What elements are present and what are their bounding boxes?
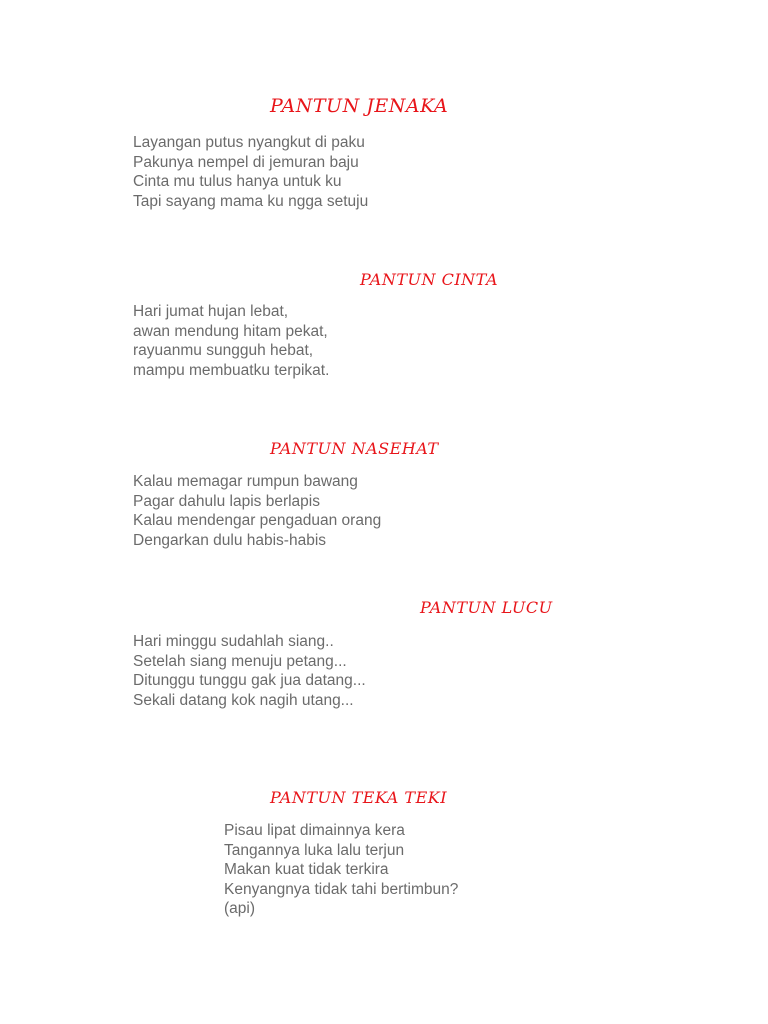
stanza-line: Tangannya luka lalu terjun <box>224 841 405 859</box>
stanza-line: Tapi sayang mama ku ngga setuju <box>133 192 369 210</box>
stanza-line: Kalau memagar rumpun bawang <box>133 473 358 490</box>
stanza-line: Makan kuat tidak terkira <box>224 861 389 878</box>
section-title-lucu: PANTUN LUCU <box>420 598 553 617</box>
section-title-jenaka: PANTUN JENAKA <box>270 95 449 117</box>
stanza-line: Setelah siang menuju petang... <box>133 652 347 670</box>
stanza-line: Ditunggu tunggu gak jua datang... <box>133 672 366 689</box>
stanza-line: rayuanmu sungguh hebat, <box>133 342 314 359</box>
stanza-line: Pagar dahulu lapis berlapis <box>133 492 320 510</box>
stanza-line: (api) <box>224 900 256 917</box>
stanza-line: Dengarkan dulu habis-habis <box>133 531 327 549</box>
stanza-teka-teki <box>224 821 458 919</box>
stanza-nasehat <box>133 472 381 550</box>
section-title-teka-teki: PANTUN TEKA TEKI <box>270 788 448 807</box>
stanza-line: mampu membuatku terpikat. <box>133 361 330 379</box>
stanza-line: awan mendung hitam pekat, <box>133 322 328 340</box>
stanza-line: Kenyangnya tidak tahi bertimbun? <box>224 880 459 898</box>
stanza-line: Kalau mendengar pengaduan orang <box>133 512 382 529</box>
section-title-nasehat: PANTUN NASEHAT <box>270 439 439 458</box>
stanza-lucu <box>133 632 366 710</box>
stanza-line: Hari jumat hujan lebat, <box>133 303 289 320</box>
section-title-cinta: PANTUN CINTA <box>360 270 499 289</box>
stanza-line: Pakunya nempel di jemuran baju <box>133 153 359 171</box>
stanza-line: Layangan putus nyangkut di paku <box>133 134 365 151</box>
stanza-line: Sekali datang kok nagih utang... <box>133 691 354 709</box>
stanza-line: Hari minggu sudahlah siang.. <box>133 633 334 650</box>
stanza-cinta <box>133 302 329 380</box>
stanza-line: Pisau lipat dimainnya kera <box>224 822 405 839</box>
stanza-jenaka <box>133 133 368 211</box>
stanza-line: Cinta mu tulus hanya untuk ku <box>133 173 342 190</box>
